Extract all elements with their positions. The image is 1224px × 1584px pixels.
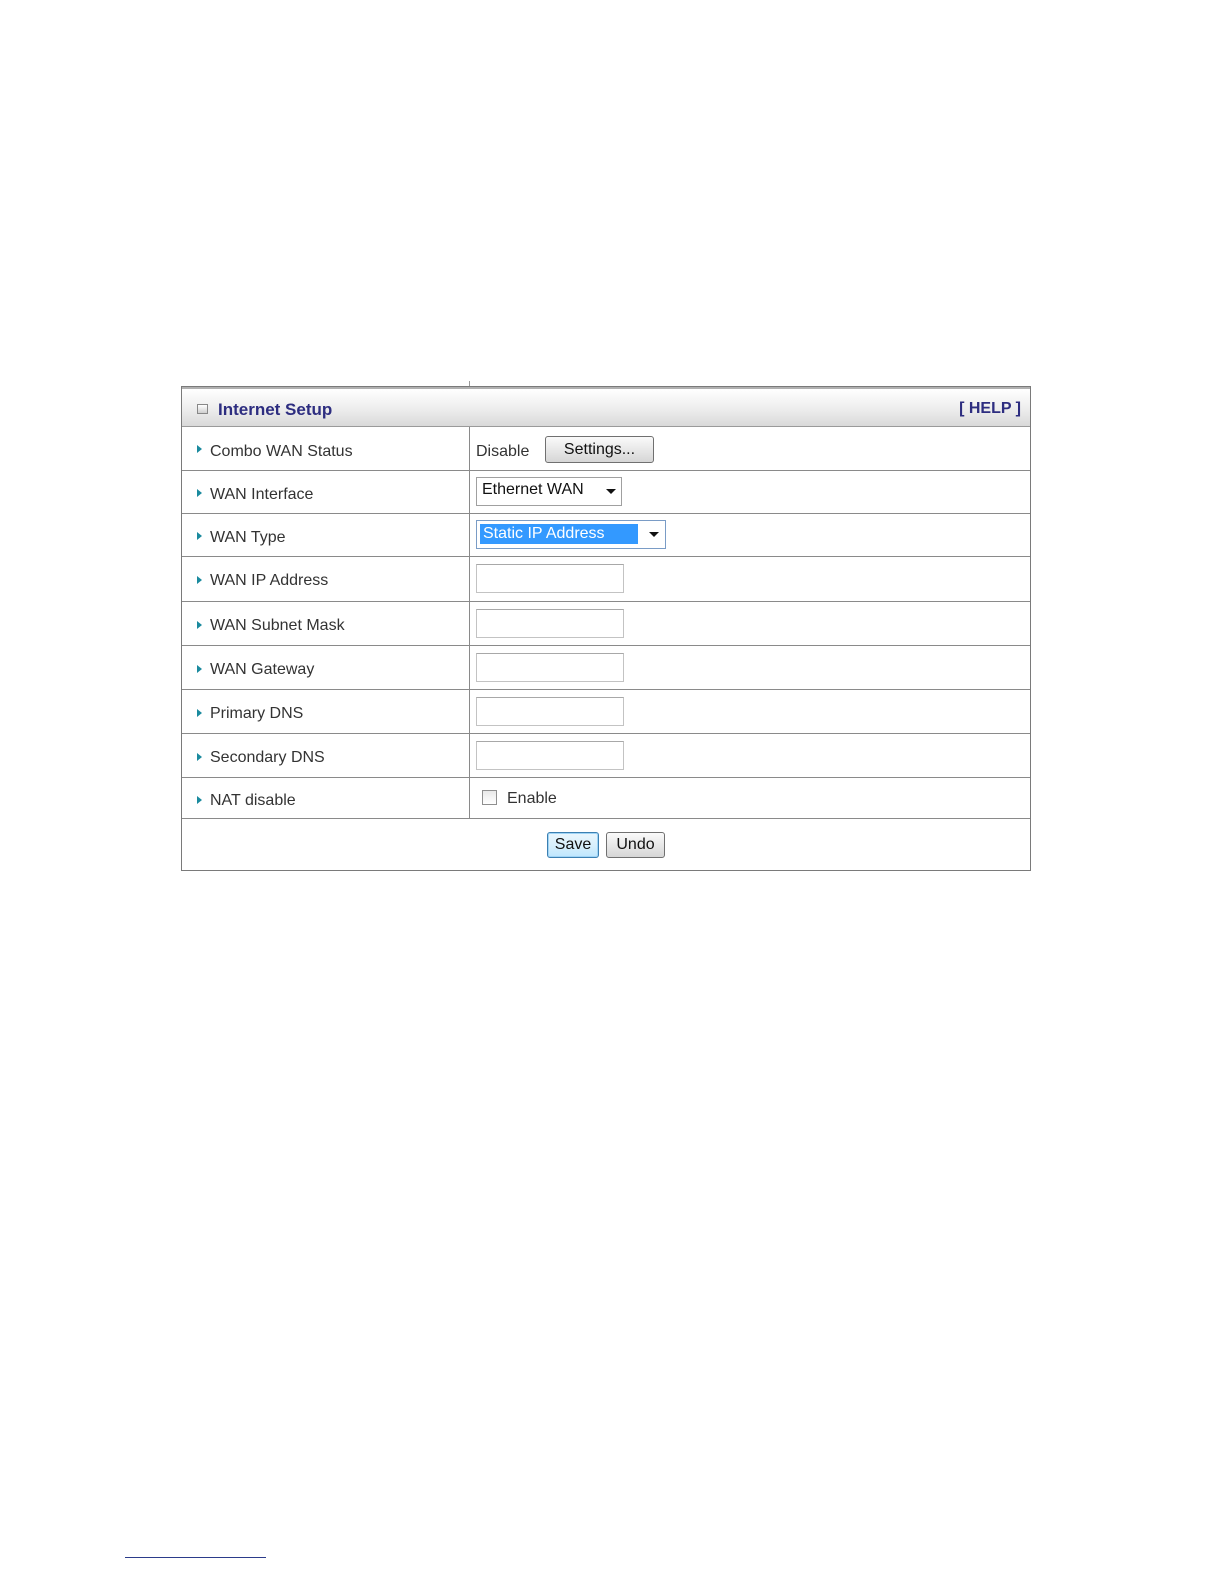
wan-type-select[interactable]	[476, 520, 666, 549]
wan-ip-address-label: WAN IP Address	[210, 572, 329, 589]
arrow-right-icon	[197, 445, 202, 453]
arrow-right-icon	[197, 576, 202, 584]
wan-interface-label: WAN Interface	[210, 486, 314, 503]
wan-subnet-mask-label: WAN Subnet Mask	[210, 617, 345, 634]
row-wan-gateway	[182, 646, 1030, 690]
arrow-right-icon	[197, 796, 202, 804]
arrow-right-icon	[197, 753, 202, 761]
panel-header	[182, 387, 1030, 427]
value-cell	[470, 514, 1030, 556]
row-wan-interface	[182, 471, 1030, 514]
wan-gateway-input[interactable]	[476, 653, 624, 682]
internet-setup-panel	[181, 386, 1031, 871]
wan-ip-address-input[interactable]	[476, 564, 624, 593]
nat-disable-label: NAT disable	[210, 792, 296, 809]
wan-subnet-mask-input[interactable]	[476, 609, 624, 638]
row-nat-disable	[182, 778, 1030, 819]
primary-dns-label: Primary DNS	[210, 705, 304, 722]
wan-gateway-label: WAN Gateway	[210, 661, 315, 678]
label-cell	[182, 734, 470, 777]
value-cell	[470, 778, 1030, 818]
row-wan-subnet-mask	[182, 602, 1030, 646]
arrow-right-icon	[197, 532, 202, 540]
value-cell	[470, 427, 1030, 470]
value-cell	[470, 602, 1030, 645]
secondary-dns-input[interactable]	[476, 741, 624, 770]
chevron-down-icon	[606, 489, 616, 494]
primary-dns-input[interactable]	[476, 697, 624, 726]
wan-type-label: WAN Type	[210, 529, 286, 546]
help-link[interactable]: [ HELP ]	[959, 400, 1021, 417]
nat-enable-checkbox-label: Enable	[507, 790, 557, 807]
label-cell	[182, 646, 470, 689]
label-cell	[182, 514, 470, 556]
value-cell	[470, 734, 1030, 777]
row-secondary-dns	[182, 734, 1030, 778]
value-cell	[470, 557, 1030, 601]
label-cell	[182, 557, 470, 601]
value-cell	[470, 690, 1030, 733]
value-cell	[470, 646, 1030, 689]
wan-interface-select[interactable]	[476, 477, 622, 506]
square-bullet-icon	[197, 404, 208, 414]
undo-button[interactable]: Undo	[606, 832, 665, 858]
combo-wan-status-label: Combo WAN Status	[210, 443, 353, 460]
settings-button[interactable]: Settings...	[545, 436, 654, 463]
footer-divider-line	[125, 1557, 266, 1558]
chevron-down-icon	[649, 532, 659, 537]
label-cell	[182, 690, 470, 733]
label-cell	[182, 471, 470, 513]
secondary-dns-label: Secondary DNS	[210, 749, 325, 766]
nat-enable-checkbox[interactable]	[482, 790, 497, 805]
save-button[interactable]: Save	[547, 832, 599, 858]
arrow-right-icon	[197, 665, 202, 673]
label-cell	[182, 427, 470, 470]
label-cell	[182, 602, 470, 645]
arrow-right-icon	[197, 489, 202, 497]
row-combo-wan-status	[182, 427, 1030, 471]
arrow-right-icon	[197, 621, 202, 629]
wan-interface-selected: Ethernet WAN	[482, 481, 584, 498]
row-wan-ip-address	[182, 557, 1030, 602]
arrow-right-icon	[197, 709, 202, 717]
label-cell	[182, 778, 470, 818]
panel-title: Internet Setup	[218, 400, 333, 419]
row-wan-type	[182, 514, 1030, 557]
row-primary-dns	[182, 690, 1030, 734]
wan-type-selected: Static IP Address	[483, 525, 605, 542]
value-cell	[470, 471, 1030, 513]
combo-wan-status-value: Disable	[476, 443, 530, 460]
